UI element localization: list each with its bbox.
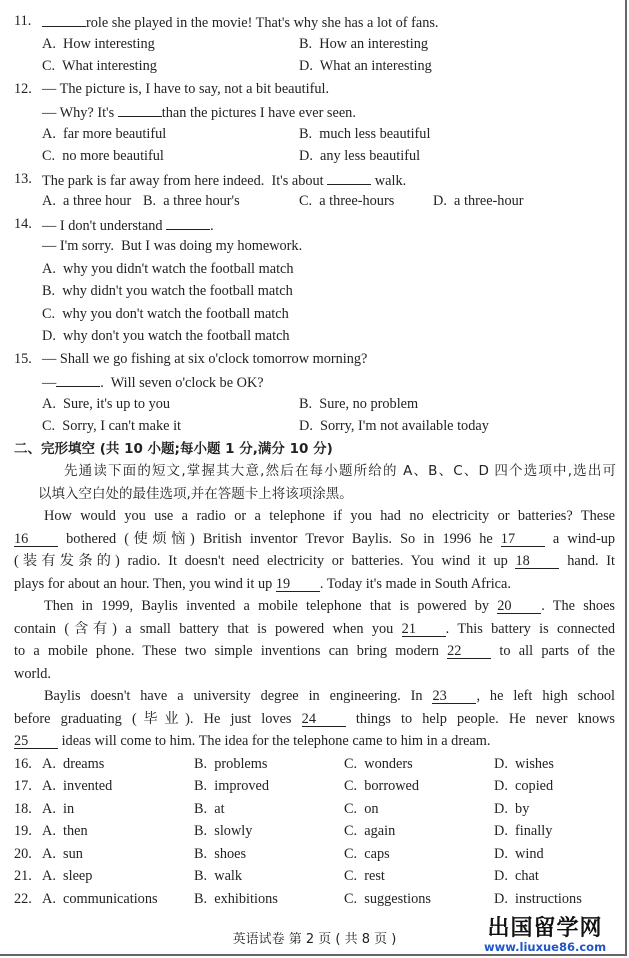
option-a[interactable]: A. in [42,800,75,817]
text-segment: . Will seven o'clock be OK? [100,375,264,391]
text-segment: to all parts of the [491,643,615,659]
text-segment: How would you use a radio or a telephone if you had no electricity or batteries? These [44,508,615,524]
option-a[interactable]: A. then [42,823,88,839]
question-number: 14. [14,215,32,232]
question-number: 22. [14,890,32,907]
answer-blank[interactable] [166,213,210,230]
passage-line [14,528,615,550]
text-segment: , he left high school [476,688,615,704]
option-d[interactable]: D. why don't you watch the football match [42,328,290,344]
watermark-url: www.liuxue86.com [484,940,607,954]
stem-text [42,235,302,257]
text-segment: — The picture is, I have to say, not a bit beautiful. [42,80,330,97]
option-b[interactable]: B. slowly [194,823,253,839]
passage-line [14,618,615,640]
option-a[interactable]: A. dreams [42,755,105,772]
option-b[interactable]: B. exhibitions [194,890,278,907]
option-c[interactable]: C. suggestions [344,890,431,907]
text-segment: — Shall we go fishing at six o'clock tomorrow morning? [42,350,368,367]
passage-line [44,595,615,617]
option-c[interactable]: C. no more beautiful [42,148,164,164]
answer-blank[interactable]: 24 [302,710,346,727]
option-c[interactable]: C. a three-hours [299,193,395,209]
option-a[interactable]: A. far more beautiful [42,125,167,142]
text-segment: role she played in the movie! That's why she has a lot of fans. [86,15,439,31]
passage-line [14,640,615,662]
option-c[interactable]: C. Sorry, I can't make it [42,418,182,434]
text-segment: before graduating (毕业). He just loves [14,710,302,727]
option-d[interactable]: D. by [494,800,530,817]
text-segment: — [42,375,57,391]
stem-text [42,78,329,100]
option-b[interactable]: B. much less beautiful [299,125,431,142]
passage-line [14,708,615,730]
answer-blank[interactable] [56,370,100,387]
option-d[interactable]: D. wind [494,845,544,862]
stem-text [42,348,367,370]
section-heading: 二、完形填空 (共 10 小题;每小题 1 分,满分 10 分) [14,440,333,457]
question-number: 21. [14,868,32,884]
text-segment: contain (含有) a small battery that is powered when you [14,620,402,637]
passage-line [14,573,615,595]
answer-blank[interactable]: 21 [402,620,446,637]
passage-line [14,550,615,572]
option-b[interactable]: B. why didn't you watch the football match [42,283,293,299]
stem-text [42,213,214,237]
stem-text [42,168,406,192]
option-a[interactable]: A. sun [42,845,83,862]
option-a[interactable]: A. communications [42,890,158,907]
option-d[interactable]: D. copied [494,778,554,794]
stem-text [42,10,439,34]
option-c[interactable]: C. on [344,800,379,817]
question-number: 11. [14,13,32,29]
answer-blank[interactable]: 16 [14,530,58,547]
answer-blank[interactable]: 20 [497,597,541,614]
text-segment: than the pictures I have ever seen. [161,105,356,121]
answer-blank[interactable] [327,168,371,185]
option-b[interactable]: B. Sure, no problem [299,395,419,412]
text-segment: bothered (使烦恼) British inventor Trevor Baylis. So in 1996 he [58,530,501,547]
passage-line [44,505,615,527]
option-c[interactable]: C. wonders [344,755,413,772]
option-a[interactable]: A. Sure, it's up to you [42,395,171,412]
text-segment: . This battery is connected [445,620,615,637]
option-d[interactable]: D. finally [494,823,553,839]
text-segment: — I don't understand [42,217,167,234]
option-d[interactable]: D. a three-hour [433,193,524,209]
text-segment: (装有发条的) radio. It doesn't need electricity or batteries. You wind it up [14,553,516,569]
option-d[interactable]: D. instructions [494,890,582,907]
option-b[interactable]: B. a three hour's [143,193,240,209]
option-c[interactable]: C. rest [344,868,385,884]
text-segment: . Today it's made in South Africa. [319,575,511,592]
option-a[interactable]: A. sleep [42,868,93,884]
answer-blank[interactable] [118,100,162,117]
stem-text [42,100,356,124]
instructions: 先通读下面的短文,掌握其大意,然后在每小题所给的 A、B、C、D 四个选项中,选出可 [64,463,616,479]
text-segment: a wind-up [544,530,615,547]
option-d[interactable]: D. wishes [494,755,554,772]
option-c[interactable]: C. again [344,823,396,839]
text-segment: world. [14,665,51,682]
option-c[interactable]: C. why you don't watch the football match [42,305,289,322]
option-d[interactable]: D. What an interesting [299,58,432,74]
option-a[interactable]: A. invented [42,778,113,794]
text-segment: . The shoes [541,598,615,614]
question-number: 16. [14,755,32,772]
answer-blank[interactable]: 23 [432,687,476,704]
text-segment: . [210,217,214,234]
option-c[interactable]: C. What interesting [42,58,157,74]
text-segment: ideas will come to him. The idea for the telephone came to him in a dream. [58,733,491,749]
watermark-title: 出国留学网 [487,916,603,941]
text-segment: Baylis doesn't have a university degree in engineering. In [44,688,433,704]
option-a[interactable]: A. why you didn't watch the football match [42,260,294,277]
option-b[interactable]: B. walk [194,868,243,884]
answer-blank[interactable]: 17 [501,530,545,547]
option-b[interactable]: B. problems [194,755,268,772]
answer-blank[interactable]: 25 [14,732,58,749]
answer-blank[interactable]: 19 [276,575,320,592]
question-number: 15. [14,350,32,367]
answer-blank[interactable]: 18 [515,552,559,569]
page-footer: 英语试卷 第 2 页 ( 共 8 页 ) [232,932,397,947]
text-segment: — I'm sorry. But I was doing my homework. [42,238,303,254]
question-number: 13. [14,170,32,187]
text-segment: walk. [371,172,407,189]
stem-text [42,370,264,394]
option-b[interactable]: B. at [194,800,225,817]
passage-line [14,663,615,685]
text-segment: plays for about an hour. Then, you wind it up [14,575,276,592]
option-d[interactable]: D. chat [494,868,539,884]
instructions: 以填入空白处的最佳选项,并在答题卡上将该项涂黑。 [38,485,353,502]
text-segment: — Why? It's [42,105,118,121]
option-b[interactable]: B. improved [194,778,270,794]
option-a[interactable]: A. How interesting [42,35,155,52]
text-segment: things to help people. He never knows [345,710,615,727]
answer-blank[interactable]: 22 [447,642,491,659]
option-c[interactable]: C. caps [344,845,390,862]
answer-blank[interactable] [42,10,86,27]
question-number: 19. [14,823,32,839]
text-segment: to a mobile phone. These two simple inventions can bring modern [14,643,448,659]
text-segment: The park is far away from here indeed. It's about [42,172,328,189]
option-b[interactable]: B. shoes [194,845,247,862]
text-segment: Then in 1999, Baylis invented a mobile telephone that is powered by [44,598,498,614]
passage-line [14,730,615,752]
question-number: 17. [14,778,32,794]
question-number: 18. [14,800,32,817]
option-b[interactable]: B. How an interesting [299,35,429,52]
option-d[interactable]: D. Sorry, I'm not available today [299,418,489,434]
option-c[interactable]: C. borrowed [344,778,420,794]
passage-line [44,685,615,707]
question-number: 12. [14,80,32,97]
text-segment: hand. It [559,553,616,569]
option-a[interactable]: A. a three hour [42,193,132,209]
watermark-logo [484,917,606,954]
question-number: 20. [14,845,32,862]
option-d[interactable]: D. any less beautiful [299,148,421,164]
